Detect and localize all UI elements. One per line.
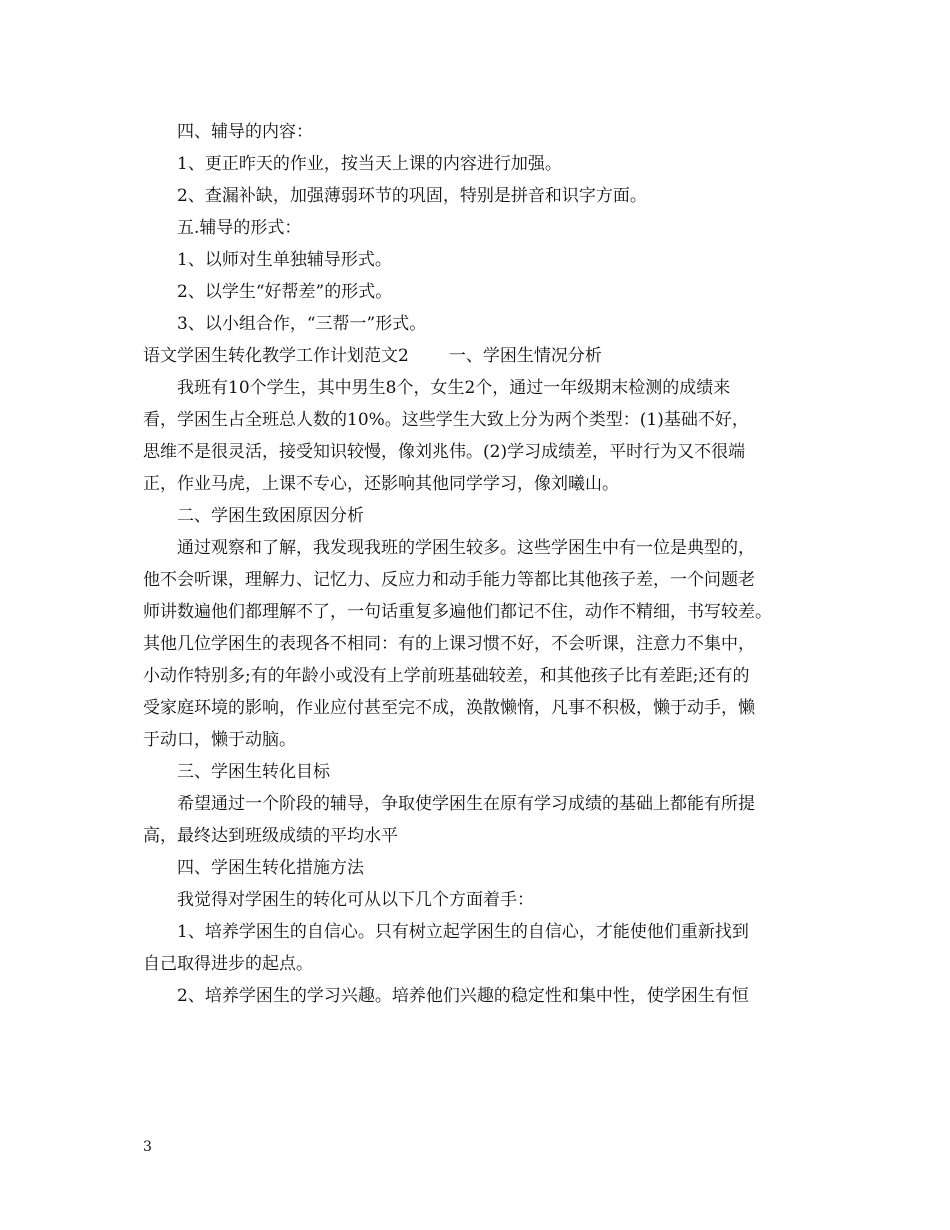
paragraph-line: 我班有10个学生，其中男生8个，女生2个，通过一年级期末检测的成绩来 [177, 378, 731, 398]
paragraph-line: 受家庭环境的影响，作业应付甚至完不成，涣散懒惰，凡事不积极，懒于动手，懒 [143, 698, 755, 718]
paragraph-line: 于动口，懒于动脑。 [143, 730, 296, 750]
paragraph-line: 五.辅导的形式： [177, 218, 302, 238]
paragraph-line: 希望通过一个阶段的辅导，争取使学困生在原有学习成绩的基础上都能有所提 [177, 794, 755, 814]
section-heading: 一、学困生情况分析 [448, 346, 602, 366]
paragraph-line: 2、查漏补缺，加强薄弱环节的巩固，特别是拼音和识字方面。 [177, 186, 647, 206]
paragraph-line: 思维不是很灵活，接受知识较慢，像刘兆伟。(2)学习成绩差，平时行为又不很端 [143, 442, 746, 462]
document-title: 语文学困生转化教学工作计划范文2 [143, 346, 409, 366]
paragraph-line: 通过观察和了解，我发现我班的学困生较多。这些学困生中有一位是典型的， [177, 538, 755, 558]
paragraph-line: 自己取得进步的起点。 [143, 954, 313, 974]
section-heading-line: 四、学困生转化措施方法 [177, 858, 364, 878]
paragraph-line: 我觉得对学困生的转化可从以下几个方面着手： [177, 890, 534, 910]
paragraph-line: 看，学困生占全班总人数的10%。这些学生大致上分为两个类型：(1)基础不好， [143, 410, 749, 430]
section-title-line [143, 340, 815, 372]
paragraph-line: 师讲数遍他们都理解不了，一句话重复多遍他们都记不住，动作不精细，书写较差。 [143, 602, 772, 622]
paragraph-line: 正，作业马虎，上课不专心，还影响其他同学学习，像刘曦山。 [143, 474, 619, 494]
paragraph-line: 他不会听课，理解力、记忆力、反应力和动手能力等都比其他孩子差，一个问题老 [143, 570, 755, 590]
page-number: 3 [143, 1139, 152, 1155]
paragraph-line: 高，最终达到班级成绩的平均水平 [143, 826, 398, 846]
document-body [143, 116, 815, 1012]
paragraph-line: 1、培养学困生的自信心。只有树立起学困生的自信心，才能使他们重新找到 [177, 922, 749, 942]
paragraph-line: 1、以师对生单独辅导形式。 [177, 250, 392, 270]
paragraph-line: 3、以小组合作，“三帮一”形式。 [177, 314, 427, 334]
section-heading-line: 三、学困生转化目标 [177, 762, 330, 782]
paragraph-line: 小动作特别多;有的年龄小或没有上学前班基础较差，和其他孩子比有差距;还有的 [143, 666, 750, 686]
paragraph-line: 其他几位学困生的表现各不相同：有的上课习惯不好，不会听课，注意力不集中， [143, 634, 755, 654]
paragraph-line: 2、以学生“好帮差”的形式。 [177, 282, 393, 302]
section-heading-line: 二、学困生致困原因分析 [177, 506, 364, 526]
paragraph-line: 1、更正昨天的作业，按当天上课的内容进行加强。 [177, 154, 562, 174]
paragraph-line: 2、培养学困生的学习兴趣。培养他们兴趣的稳定性和集中性，使学困生有恒 [177, 986, 749, 1006]
paragraph-line: 四、辅导的内容： [177, 122, 313, 142]
